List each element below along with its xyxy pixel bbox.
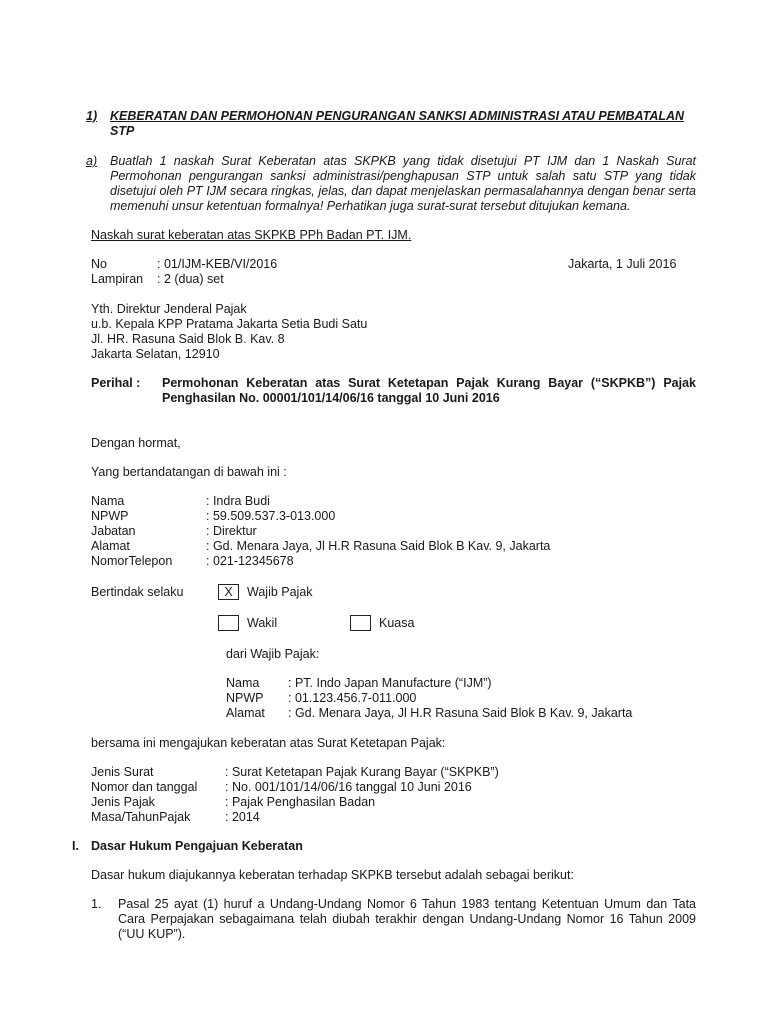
- no-label: No: [91, 257, 107, 271]
- list-item-text: Pasal 25 ayat (1) huruf a Undang-Undang Nomor 6 Tahun 1983 tentang Ketentuan Umum dan Tata Cara Perpajakan sebagaimana telah diubah terakhir dengan Undang-Undang Nomor 16 Tahun 2009 (“UU KUP”).: [118, 897, 696, 941]
- wajib-pajak-checkbox[interactable]: X: [218, 584, 239, 600]
- signer-label: NPWP: [91, 509, 129, 523]
- wajib-pajak-label: Wajib Pajak: [247, 585, 313, 599]
- taxpayer-value: : Gd. Menara Jaya, Jl H.R Rasuna Said Blok B Kav. 9, Jakarta: [288, 706, 633, 720]
- signer-value: : Gd. Menara Jaya, Jl H.R Rasuna Said Blok B Kav. 9, Jakarta: [206, 539, 551, 553]
- signer-value: : 59.509.537.3-013.000: [206, 509, 336, 523]
- assessment-value: : Pajak Penghasilan Badan: [225, 795, 376, 809]
- taxpayer-value: : 01.123.456.7-011.000: [288, 691, 417, 705]
- perihal-text: Permohonan Keberatan atas Surat Ketetapan Pajak Kurang Bayar (“SKPKB”) Pajak Penghasilan No. 00001/101/14/06/16 tanggal 10 Juni 2016: [162, 376, 696, 405]
- lampiran-value: : 2 (dua) set: [157, 272, 224, 286]
- signer-details: [91, 494, 691, 569]
- address-line: Yth. Direktur Jenderal Pajak: [91, 302, 247, 316]
- taxpayer-label: NPWP: [226, 691, 264, 705]
- section-I-title: Dasar Hukum Pengajuan Keberatan: [91, 839, 303, 853]
- signer-label: NomorTelepon: [91, 554, 173, 568]
- address-line: Jakarta Selatan, 12910: [91, 347, 220, 361]
- signer-label: Jabatan: [91, 524, 136, 538]
- task-text: Buatlah 1 naskah Surat Keberatan atas SKPKB yang tidak disetujui PT IJM dan 1 Naskah Surat Permohonan pengurangan sanksi administrasi/penghapusan STP untuk salah satu STP yang tidak disetujui oleh PT IJM secara ringkas, jelas, dan dapat menjelaskan permasalahannya dengan benar serta memenuhi unsur ketentuan formalnya! Perhatikan juga surat-surat tersebut ditujukan kemana.: [110, 154, 696, 213]
- taxpayer-value: : PT. Indo Japan Manufacture (“IJM”): [288, 676, 492, 690]
- objection-intro: bersama ini mengajukan keberatan atas Surat Ketetapan Pajak:: [91, 736, 446, 750]
- taxpayer-label: Alamat: [226, 706, 265, 720]
- place-date: Jakarta, 1 Juli 2016: [568, 257, 677, 271]
- wakil-label: Wakil: [247, 616, 278, 630]
- recipient-address: [91, 302, 367, 362]
- section-I-intro: Dasar hukum diajukannya keberatan terhadap SKPKB tersebut adalah sebagai berikut:: [91, 868, 574, 882]
- section-number: 1): [86, 109, 98, 123]
- list-item-number: 1.: [91, 897, 102, 911]
- assessment-label: Jenis Pajak: [91, 795, 155, 809]
- assessment-label: Jenis Surat: [91, 765, 154, 779]
- signer-value: : Indra Budi: [206, 494, 270, 508]
- assessment-label: Nomor dan tanggal: [91, 780, 198, 794]
- perihal-label: Perihal :: [91, 376, 141, 390]
- signer-value: : Direktur: [206, 524, 257, 538]
- section-title-line-2: STP: [110, 124, 135, 138]
- acting-as-label: Bertindak selaku: [91, 585, 184, 599]
- from-taxpayer: dari Wajib Pajak:: [226, 647, 320, 661]
- address-line: Jl. HR. Rasuna Said Blok B. Kav. 8: [91, 332, 285, 346]
- taxpayer-details: [226, 676, 686, 721]
- assessment-value: : 2014: [225, 810, 260, 824]
- signer-value: : 021-12345678: [206, 554, 294, 568]
- no-value: : 01/IJM-KEB/VI/2016: [157, 257, 278, 271]
- taxpayer-label: Nama: [226, 676, 260, 690]
- assessment-details: [91, 765, 591, 825]
- assessment-value: : No. 001/101/14/06/16 tanggal 10 Juni 2016: [225, 780, 472, 794]
- assessment-value: : Surat Ketetapan Pajak Kurang Bayar (“SKPKB”): [225, 765, 499, 779]
- assessment-label: Masa/TahunPajak: [91, 810, 191, 824]
- section-I-number: I.: [72, 839, 79, 853]
- task-marker: a): [86, 154, 98, 168]
- wakil-checkbox[interactable]: [218, 615, 239, 631]
- address-line: u.b. Kepala KPP Pratama Jakarta Setia Budi Satu: [91, 317, 368, 331]
- greeting: Dengan hormat,: [91, 436, 181, 450]
- signer-intro: Yang bertandatangan di bawah ini :: [91, 465, 287, 479]
- signer-label: Nama: [91, 494, 125, 508]
- naskah-heading: Naskah surat keberatan atas SKPKB PPh Badan PT. IJM.: [91, 228, 412, 242]
- kuasa-checkbox[interactable]: [350, 615, 371, 631]
- section-title-line-1: KEBERATAN DAN PERMOHONAN PENGURANGAN SANKSI ADMINISTRASI ATAU PEMBATALAN: [110, 109, 685, 123]
- signer-label: Alamat: [91, 539, 130, 553]
- lampiran-label: Lampiran: [91, 272, 144, 286]
- kuasa-label: Kuasa: [379, 616, 415, 630]
